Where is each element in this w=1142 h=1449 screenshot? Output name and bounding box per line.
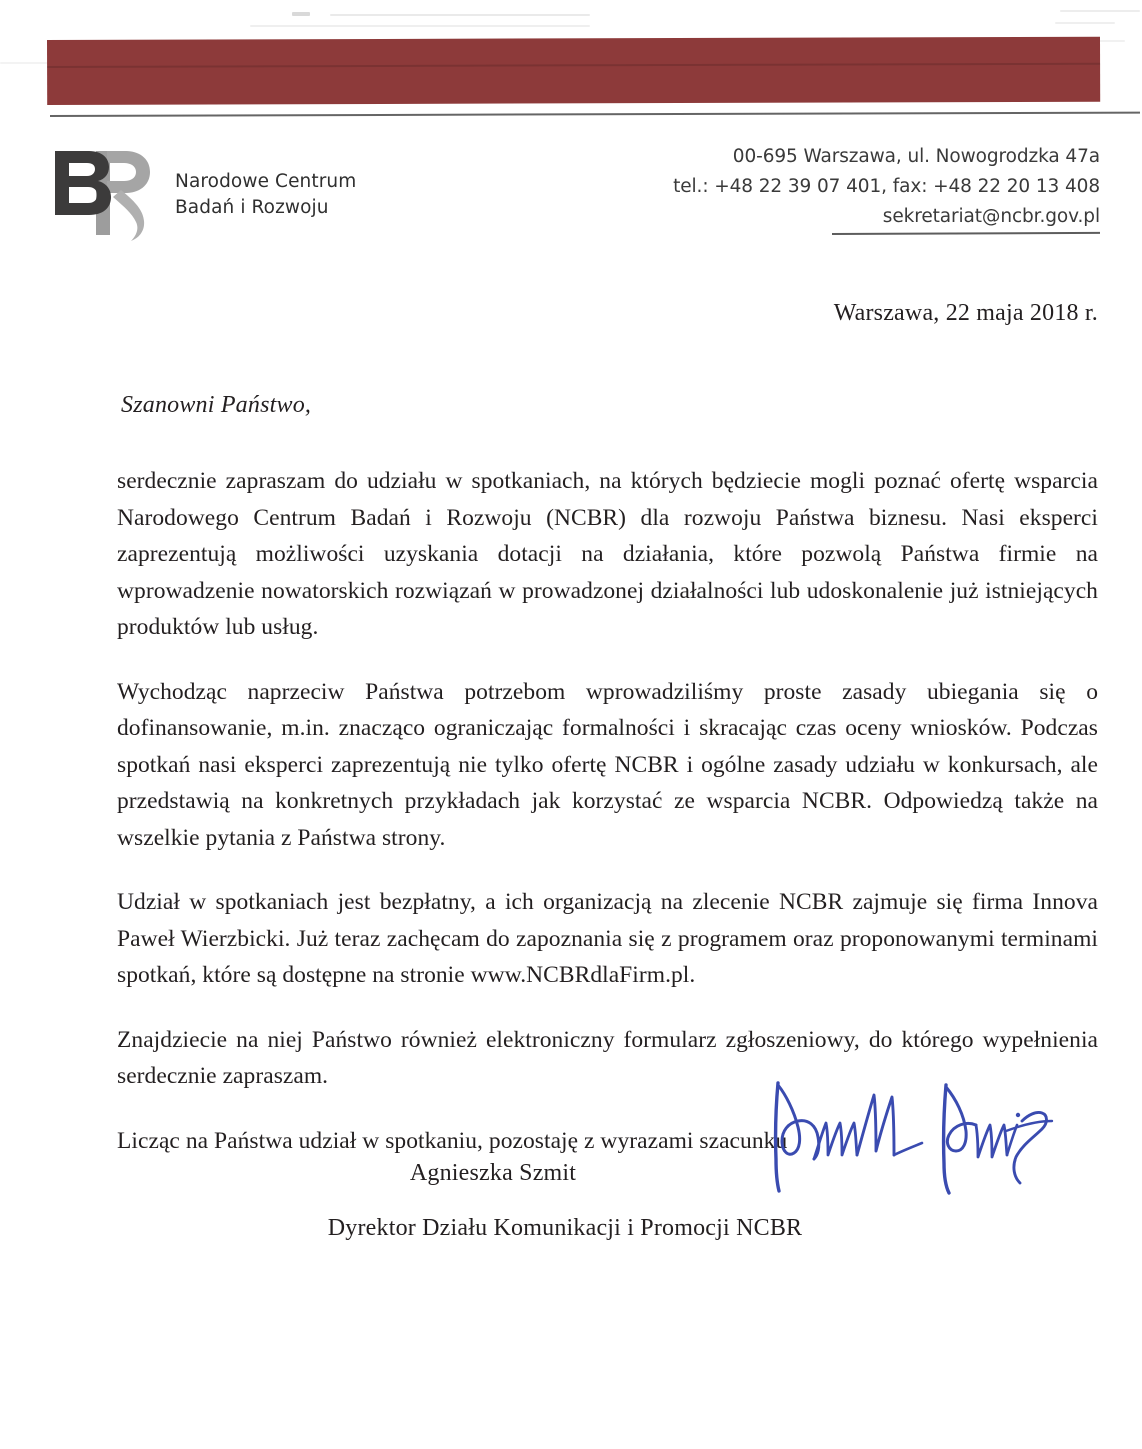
contact-block bbox=[670, 142, 1100, 232]
banner-sheen bbox=[47, 63, 1100, 68]
scan-artifact bbox=[292, 12, 310, 16]
org-name-line-2: Badań i Rozwoju bbox=[175, 197, 329, 219]
body-paragraph: Udział w spotkaniach jest bezpłatny, a ich organizacją na zlecenie NCBR zajmuje się firma Innova Paweł Wierzbicki. Już teraz zachęcam do zapoznania się z programem oraz proponowanymi terminami spotkań, które są dostępne na stronie www.NCBRdlaFirm.pl. bbox=[117, 889, 1098, 988]
letter-body bbox=[117, 392, 1098, 1159]
logo-block bbox=[47, 143, 467, 248]
letter-date: Warszawa, 22 maja 2018 r. bbox=[833, 300, 1098, 326]
scan-artifact bbox=[330, 14, 590, 16]
scan-artifact bbox=[250, 25, 590, 27]
contact-email: sekretariat@ncbr.gov.pl bbox=[882, 205, 1100, 227]
contact-divider bbox=[832, 232, 1100, 235]
scan-artifact bbox=[1060, 10, 1140, 12]
header-banner bbox=[47, 37, 1100, 105]
contact-address: 00-695 Warszawa, ul. Nowogrodzka 47a bbox=[732, 146, 1100, 167]
contact-phone-fax: tel.: +48 22 39 07 401, fax: +48 22 20 13 408 bbox=[673, 175, 1100, 197]
ncbr-br-monogram-logo bbox=[47, 143, 157, 243]
closing-line: Licząc na Państwa udział w spotkaniu, pozostaję z wyrazami szacunku bbox=[117, 1127, 788, 1154]
signature-area bbox=[0, 1075, 1142, 1325]
scan-artifact bbox=[1055, 22, 1115, 24]
body-paragraph: Wychodząc naprzeciw Państwa potrzebom wprowadziliśmy proste zasady ubiegania się o dofinansowanie, m.in. znacząco ograniczając formalności i skracając czas oceny wniosków. Podczas spotkań nasi eksperci zaprezentują nie tylko ofertę NCBR i ogólne zasady udziału w konkursach, ale przedstawią na konkretnych przykładach jak korzystać ze wsparcia NCBR. Odpowiedzą także na wszelkie pytania z Państwa strony. bbox=[117, 678, 1098, 851]
body-paragraph: serdecznie zapraszam do udziału w spotkaniach, na których będziecie mogli poznać ofertę wsparcia Narodowego Centrum Badań i Rozwoju (NCBR) dla rozwoju Państwa biznesu. Nasi eksperci zaprezentują możliwości uzyskania dotacji na działania, które pozwolą Państwa firmie na wprowadzenie nowatorskich rozwiązań w prowadzonej działalności lub udoskonalenie już istniejących produktów lub usług. bbox=[117, 468, 1098, 640]
body-paragraph: Znajdziecie na niej Państwo również elektroniczny formularz zgłoszeniowy, do którego wypełnienia serdecznie zapraszam. bbox=[117, 1026, 1098, 1089]
org-name-line-1: Narodowe Centrum bbox=[175, 171, 357, 192]
signatory-title: Dyrektor Działu Komunikacji i Promocji NCBR bbox=[327, 1215, 803, 1241]
salutation: Szanowni Państwo, bbox=[121, 392, 312, 418]
banner-bottom-rule bbox=[50, 112, 1140, 117]
organisation-name bbox=[175, 169, 356, 222]
signatory-name: Agnieszka Szmit bbox=[409, 1160, 577, 1186]
